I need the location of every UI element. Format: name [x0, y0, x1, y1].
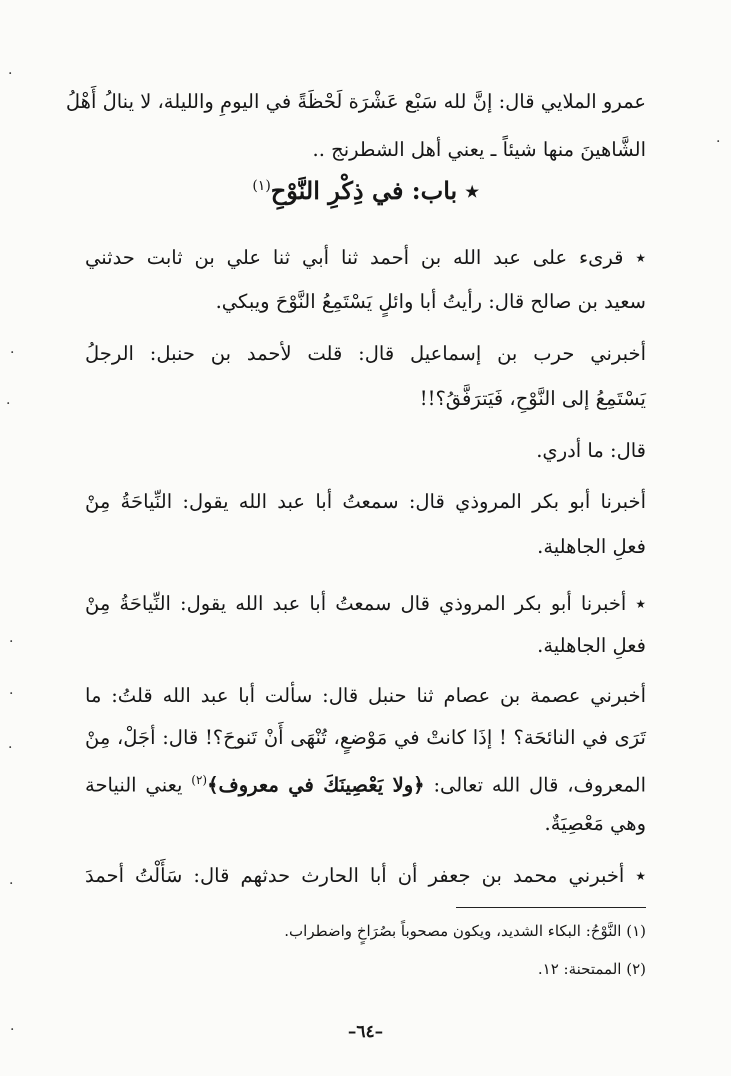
section-heading	[0, 176, 731, 205]
section-heading-text: ٭ باب: في ذِكْرِ النَّوْحِ	[270, 176, 479, 205]
text-line-11: فعلِ الجاهلية.	[537, 634, 646, 657]
margin-speck: ·	[9, 876, 14, 892]
margin-speck: ·	[10, 345, 15, 361]
text-line-8: أخبرنا أبو بكر المروذي قال: سمعتُ أبا عبد الله يقول: النِّياحَةُ مِنْ	[85, 490, 646, 513]
margin-speck: ·	[716, 134, 721, 150]
text-line-16: ٭ أخبرني محمد بن جعفر أن أبا الحارث حدثهم قال: سَأَلْتُ أحمدَ	[85, 864, 646, 887]
text-line-14-start: المعروف، قال الله تعالى:	[424, 773, 646, 797]
text-line-2: الشَّاهينَ منها شيئاً ـ يعني أهل الشطرنج ..	[312, 138, 646, 161]
text-line-14-end: يعني النياحة	[85, 773, 192, 797]
text-line-3: ٭ قرىء على عبد الله بن أحمد ثنا أبي ثنا علي بن ثابت حدثني	[85, 246, 646, 269]
margin-speck: ·	[9, 686, 14, 702]
margin-speck: ·	[8, 66, 13, 82]
footnote-ref-1: (١)	[252, 178, 271, 194]
text-line-6: يَسْتَمِعُ إلى النَّوْحِ، فَيَترَفَّقُ؟!!	[419, 387, 646, 410]
text-line-10: ٭ أخبرنا أبو بكر المروذي قال سمعتُ أبا عبد الله يقول: النِّياحَةُ مِنْ	[85, 592, 646, 615]
text-line-4: سعيد بن صالح قال: رأيتُ أبا وائلٍ يَسْتَمِعُ النَّوْحَ ويبكي.	[215, 290, 646, 313]
margin-speck: ·	[6, 396, 11, 412]
quran-quote: ﴿ولا يَعْصِينَكَ في معروف﴾	[207, 773, 425, 797]
footnote-divider	[456, 907, 646, 908]
footnote-1: (١) النَّوْحُ: البكاء الشديد، ويكون مصحوباً بصُرَاخٍ واضطراب.	[284, 922, 646, 940]
margin-speck: ·	[10, 1022, 15, 1038]
footnote-ref-2: (٢)	[191, 773, 208, 787]
text-line-7: قال: ما أدري.	[536, 439, 646, 462]
text-line-12: أخبرني عصمة بن عصام ثنا حنبل قال: سألت أبا عبد الله قلتُ: ما	[85, 684, 646, 707]
text-line-13: تَرَى في النائحَة؟ ! إذَا كانتْ في مَوْضعٍ، تُنْهَى أَنْ تَنوحَ؟! قال: أجَلْ، مِنْ	[85, 726, 646, 749]
margin-speck: ·	[9, 634, 14, 650]
page-number: –٦٤–	[347, 1022, 384, 1042]
text-line-1: عمرو الملايي قال: إنَّ لله سَبْع عَشْرَة لَحْظَةً في اليومِ والليلة، لا ينالُ أَهْلُ	[65, 90, 646, 113]
text-line-5: أخبرني حرب بن إسماعيل قال: قلت لأحمد بن حنبل: الرجلُ	[85, 342, 646, 365]
text-line-15: وهي مَعْصِيَةٌ.	[544, 812, 646, 835]
text-line-14	[85, 766, 646, 800]
footnote-2: (٢) الممتحنة: ١٢.	[537, 960, 646, 978]
text-line-9: فعلِ الجاهلية.	[537, 535, 646, 558]
margin-speck: ·	[8, 740, 13, 756]
